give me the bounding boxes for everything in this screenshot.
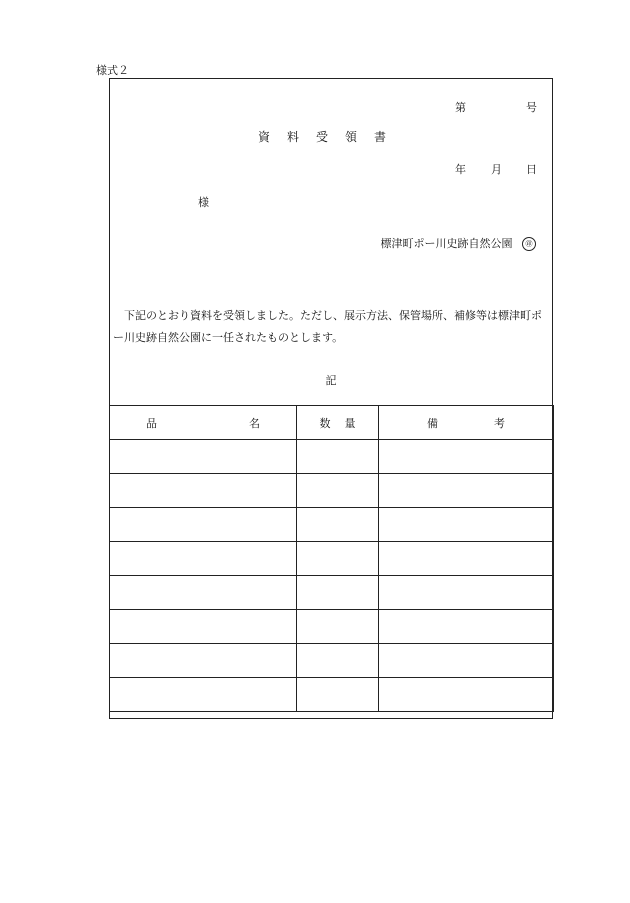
item-name-cell[interactable] bbox=[110, 474, 297, 508]
table-row bbox=[110, 644, 554, 678]
remarks-cell[interactable] bbox=[379, 610, 554, 644]
receipt-form bbox=[109, 78, 553, 719]
column-header-item-name bbox=[110, 406, 297, 440]
document-title: 資料受領書 bbox=[258, 130, 404, 144]
quantity-cell[interactable] bbox=[297, 474, 379, 508]
remarks-cell[interactable] bbox=[379, 440, 554, 474]
date-day-label: 日 bbox=[526, 163, 537, 176]
remarks-cell[interactable] bbox=[379, 508, 554, 542]
record-label: 記 bbox=[325, 374, 337, 387]
date-month-label: 月 bbox=[491, 163, 502, 176]
quantity-cell[interactable] bbox=[297, 440, 379, 474]
quantity-cell[interactable] bbox=[297, 610, 379, 644]
item-name-cell[interactable] bbox=[110, 542, 297, 576]
item-name-cell[interactable] bbox=[110, 508, 297, 542]
quantity-cell[interactable] bbox=[297, 678, 379, 712]
column-header-text: 名 bbox=[249, 416, 260, 430]
column-header-quantity bbox=[297, 406, 379, 440]
table-row bbox=[110, 508, 554, 542]
receipt-statement: 下記のとおり資料を受領しました。ただし、展示方法、保管場所、補修等は標津町ポー川史跡自然公園に一任されたものとします。 bbox=[113, 309, 542, 344]
table-row bbox=[110, 474, 554, 508]
date-year-label: 年 bbox=[455, 163, 466, 176]
column-header-text: 考 bbox=[494, 416, 505, 430]
quantity-cell[interactable] bbox=[297, 644, 379, 678]
seal-icon: ㊞ bbox=[522, 237, 536, 251]
table-header-row bbox=[110, 406, 554, 440]
remarks-cell[interactable] bbox=[379, 678, 554, 712]
column-header-text: 品 bbox=[146, 416, 157, 430]
table-row bbox=[110, 678, 554, 712]
items-table bbox=[109, 405, 554, 712]
remarks-cell[interactable] bbox=[379, 576, 554, 610]
quantity-cell[interactable] bbox=[297, 576, 379, 610]
table-row bbox=[110, 542, 554, 576]
table-row bbox=[110, 576, 554, 610]
table-row bbox=[110, 440, 554, 474]
column-header-text: 量 bbox=[344, 416, 356, 430]
quantity-cell[interactable] bbox=[297, 542, 379, 576]
column-header-text: 数 bbox=[319, 416, 331, 430]
item-name-cell[interactable] bbox=[110, 610, 297, 644]
form-number-label: 様式２ bbox=[96, 64, 129, 77]
issuer-name: 標津町ポー川史跡自然公園 bbox=[380, 237, 513, 250]
item-name-cell[interactable] bbox=[110, 644, 297, 678]
column-header-remarks bbox=[379, 406, 554, 440]
item-name-cell[interactable] bbox=[110, 440, 297, 474]
remarks-cell[interactable] bbox=[379, 644, 554, 678]
item-rows bbox=[110, 440, 554, 712]
table-row bbox=[110, 610, 554, 644]
item-name-cell[interactable] bbox=[110, 576, 297, 610]
column-header-text: 備 bbox=[427, 416, 438, 430]
issuer-block bbox=[381, 235, 537, 251]
remarks-cell[interactable] bbox=[379, 542, 554, 576]
remarks-cell[interactable] bbox=[379, 474, 554, 508]
document-number-prefix: 第 bbox=[455, 101, 466, 114]
recipient-honorific: 様 bbox=[198, 196, 209, 209]
item-name-cell[interactable] bbox=[110, 678, 297, 712]
document-number-suffix: 号 bbox=[526, 101, 537, 114]
quantity-cell[interactable] bbox=[297, 508, 379, 542]
